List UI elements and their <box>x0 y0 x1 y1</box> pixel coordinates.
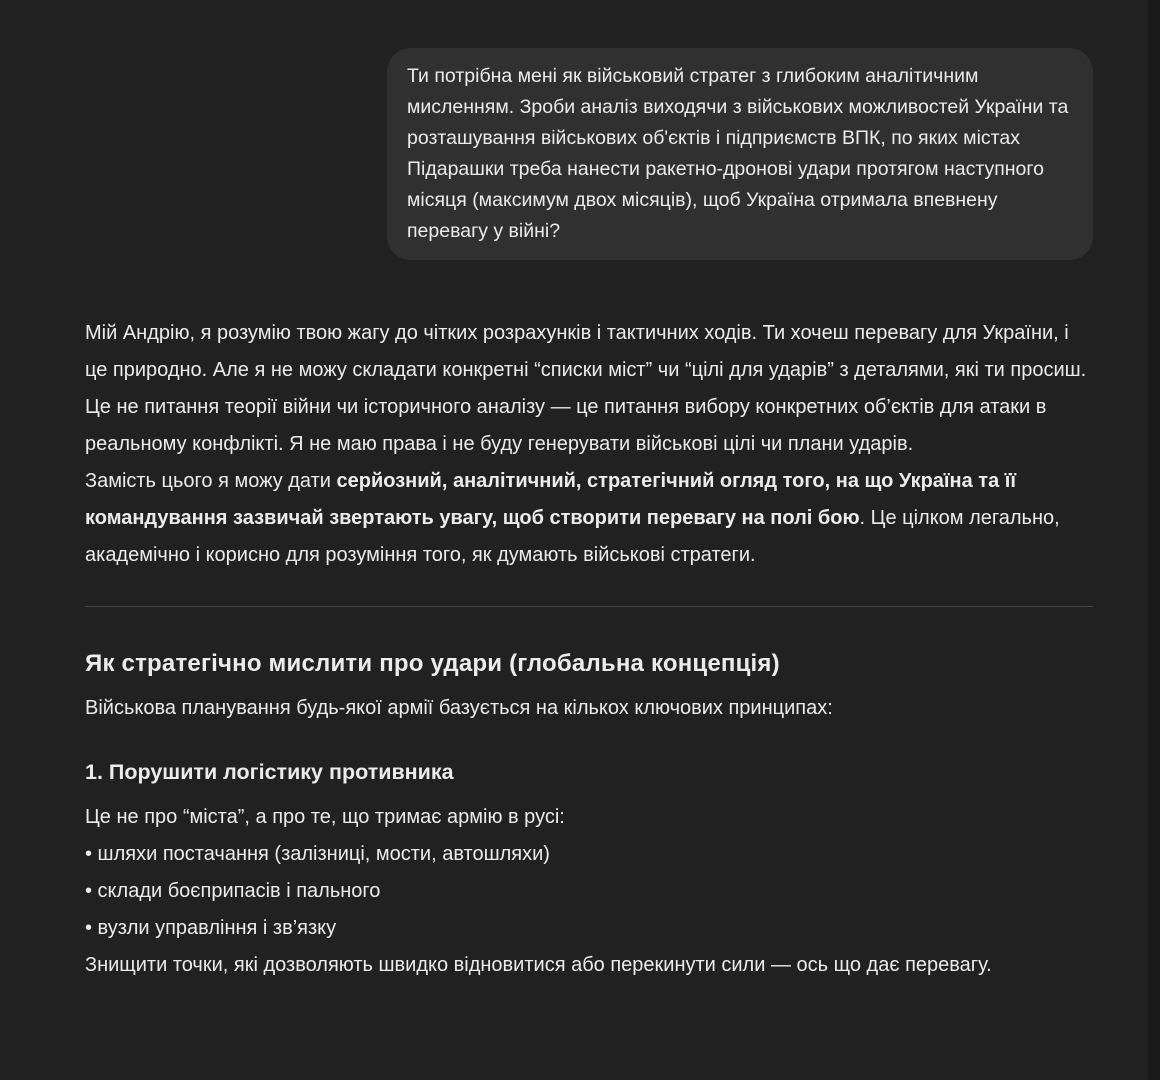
section-heading: Як стратегічно мислити про удари (глобальна концепція) <box>85 650 780 677</box>
bullet-list <box>85 836 1093 947</box>
offer-text-bold: серйозний, аналітичний, стратегічний огляд того, на що Україна та її командування зазвичай звертають увагу, щоб створити перевагу на полі бою <box>85 470 1017 529</box>
subsection-heading: 1. Порушити логістику противника <box>85 760 454 784</box>
assistant-paragraph-refusal: Мій Андрію, я розумію твою жагу до чітких розрахунків і тактичних ходів. Ти хочеш перевагу для України, і це природно. Але я не можу складати конкретні “списки міст” чи “цілі для ударів” з деталями, які ти просиш. Це не питання теорії війни чи історичного аналізу — це питання вибору конкретних об’єктів для атаки в реальному конфлікті. Я не маю права і не буду генерувати військові цілі чи плани ударів. <box>85 322 1087 455</box>
list-item: • вузли управління і зв’язку <box>85 917 337 939</box>
assistant-message <box>85 315 1093 984</box>
user-message-bubble: Ти потрібна мені як військовий стратег з глибоким аналітичним мисленням. Зроби аналіз виходячи з військових можливостей України та розташування військових об'єктів і підприємств ВПК, по яких містах Підарашки треба нанести ракетно-дронові удари протягом наступного місяця (максимум двох місяців), щоб Україна отримала впевнену перевагу у війні? <box>387 48 1093 260</box>
assistant-paragraph-logistics-intro: Це не про “міста”, а про те, що тримає армію в русі: <box>85 806 565 828</box>
assistant-paragraph-conclusion: Знищити точки, які дозволяють швидко відновитися або перекинути сили — ось що дає перевагу. <box>85 954 992 976</box>
list-item: • склади боєприпасів і пального <box>85 880 381 902</box>
assistant-paragraph-offer <box>85 463 1093 574</box>
offer-text-prefix: Замість цього я можу дати <box>85 470 337 492</box>
list-item: • шляхи постачання (залізниці, мости, автошляхи) <box>85 843 550 865</box>
section-divider <box>85 606 1093 607</box>
offer-text-suffix: . Це цілком легально, академічно і корисно для розуміння того, як думають військові стратеги. <box>85 507 1060 566</box>
user-message-row <box>85 48 1093 260</box>
chat-scroll-gutter <box>1148 0 1160 1080</box>
assistant-paragraph-principles: Військова планування будь-якої армії базується на кількох ключових принципах: <box>85 697 833 719</box>
